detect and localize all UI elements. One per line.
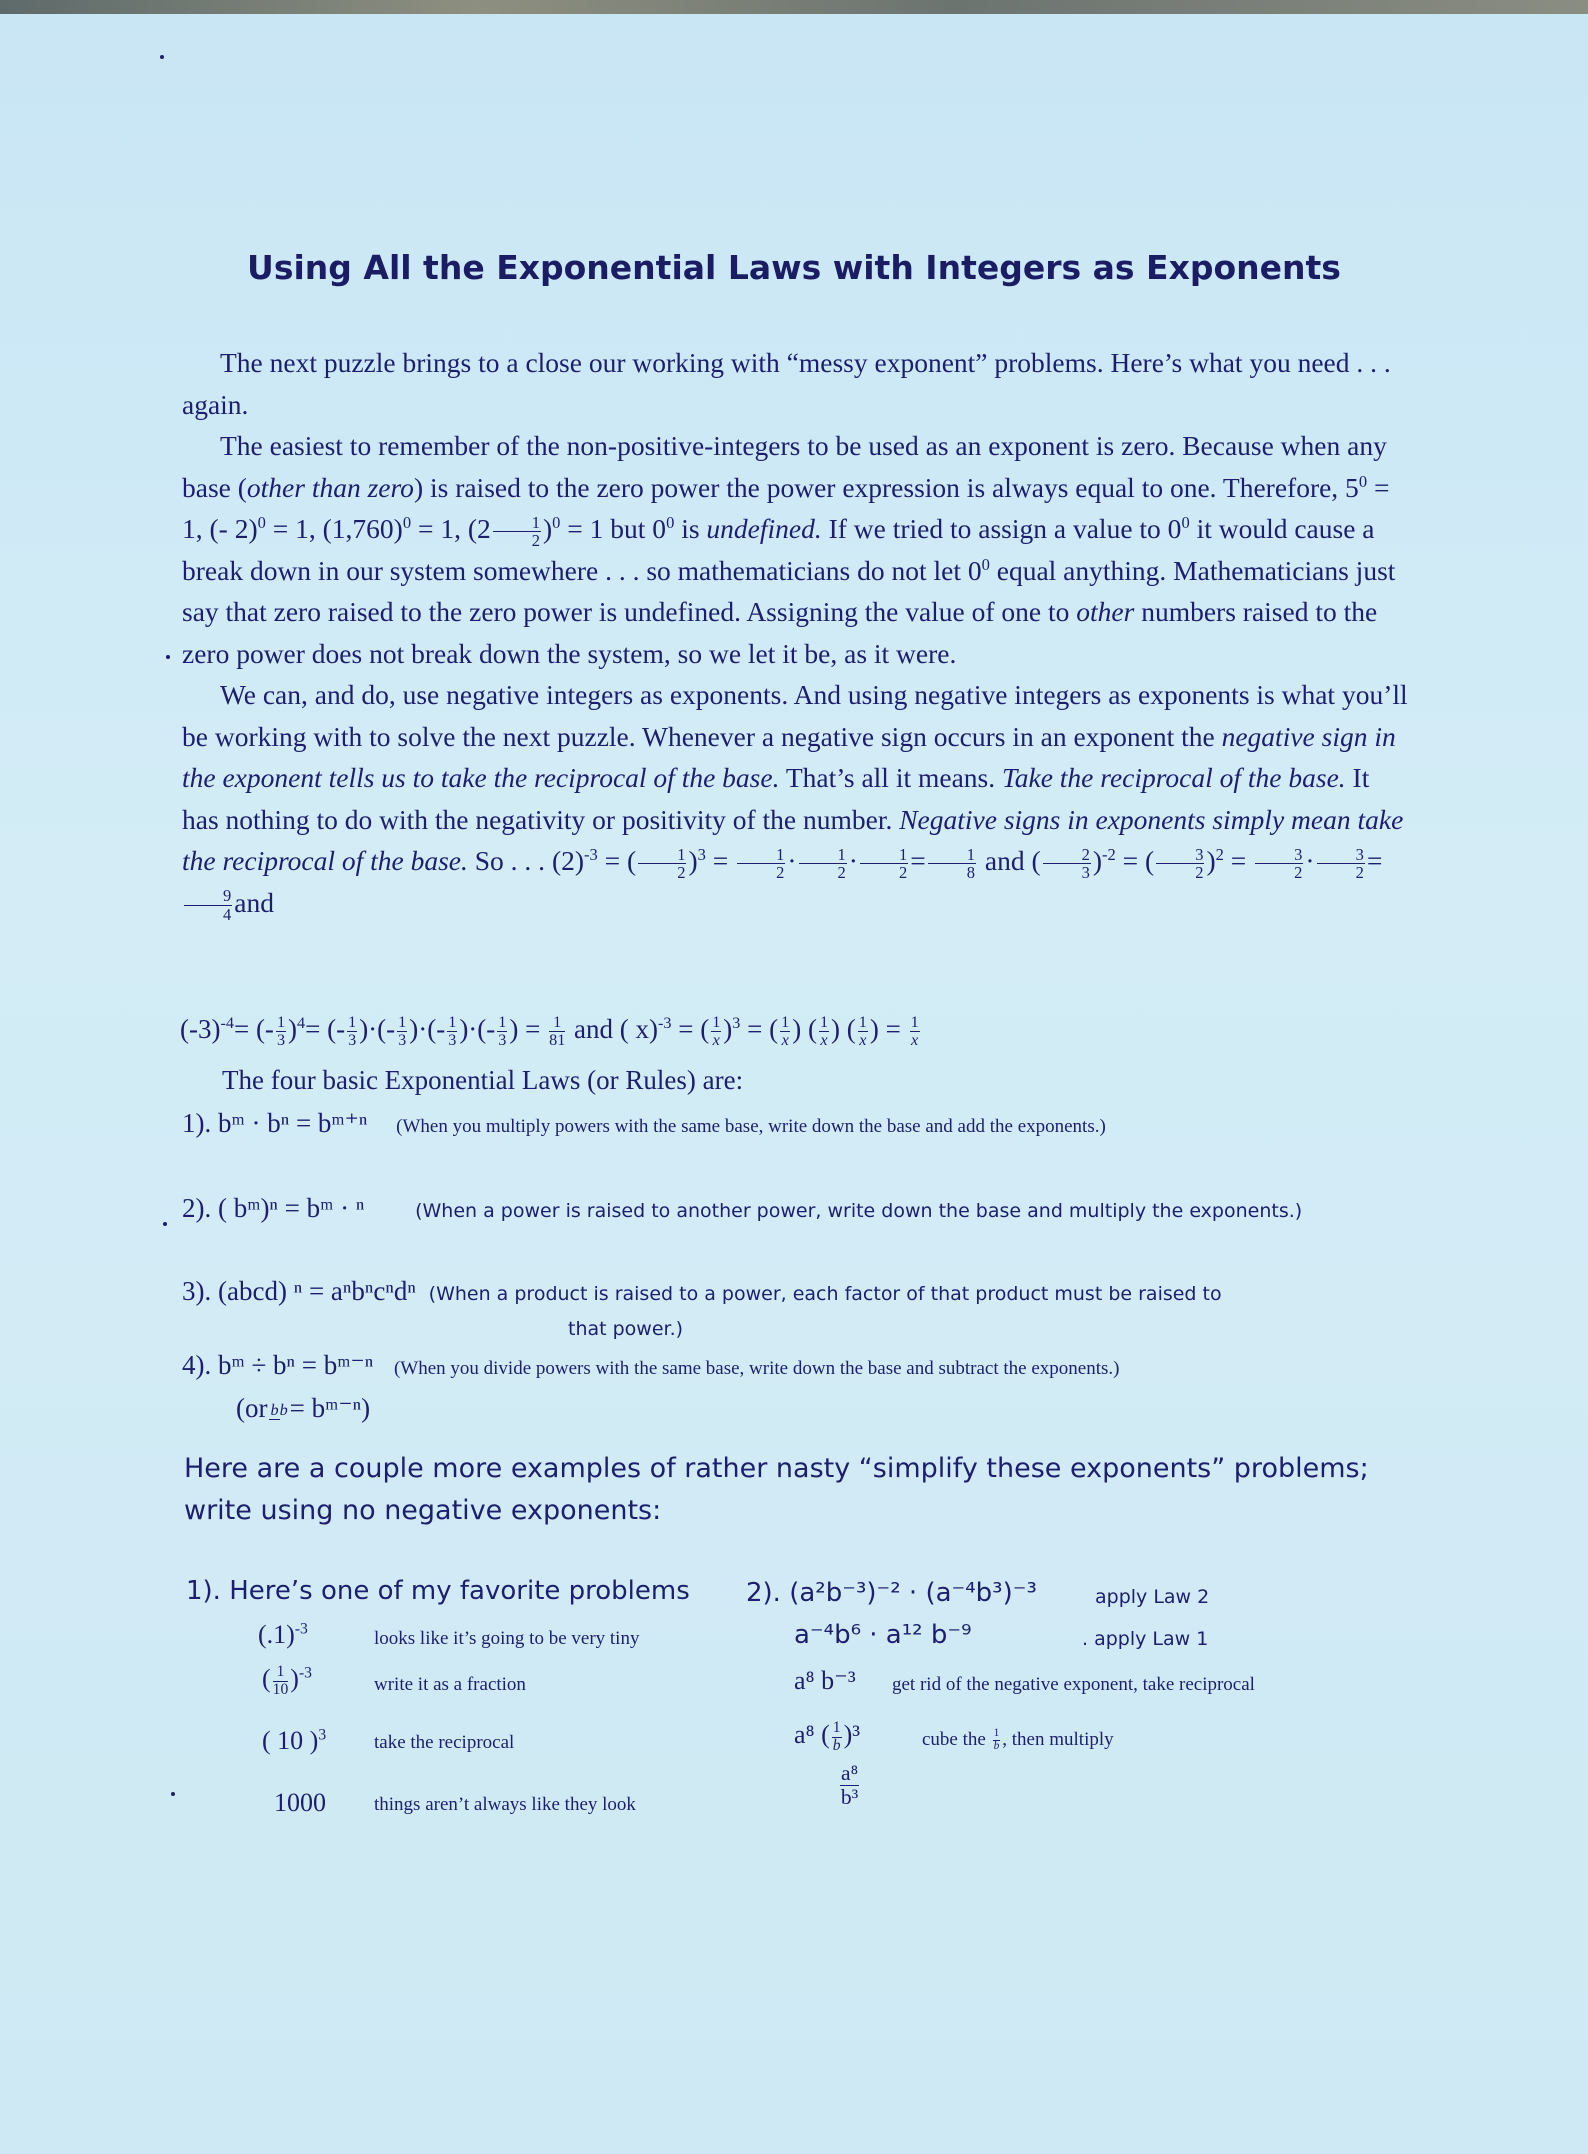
problem-2-heading: 2). (a²b⁻³)⁻² · (a⁻⁴b³)⁻³ bbox=[746, 1578, 1037, 1608]
problem-1-heading: 1). Here’s one of my favorite problems bbox=[186, 1576, 690, 1606]
problem-2-step-2-note: get rid of the negative exponent, take reciprocal bbox=[892, 1674, 1255, 1695]
law-3-note-continued: that power.) bbox=[568, 1318, 684, 1340]
speck bbox=[163, 1222, 167, 1226]
problem-1-step-3: ( 10 )$^3$ bbox=[262, 1726, 327, 1755]
speck bbox=[160, 55, 164, 59]
intro-text bbox=[182, 342, 1408, 923]
problem-2-step-1-note: . apply Law 1 bbox=[1082, 1628, 1209, 1650]
example-2: $(-3)^{-4}=$ (- $\frac{1}{3}$ )$^4$= (- $\frac{1}{3}$ )·(- $\frac{1}{3}$ )·(- $\frac{1}{3}$ )·(- $\frac{1}{3}$ ) = $\frac{1}{81}$ and ( x)$^{-3}$ = ( $\frac{1}{x})^3$ = ( $\frac{1}{x}$) ( $\frac{1}{x}$) ( $\frac{1}{x}$) = $\frac{1}{x}$ bbox=[180, 1013, 919, 1050]
law-1: 1). bᵐ · bⁿ = bᵐ⁺ⁿ (When you multiply powers with the same base, write down the base and add the exponents.) bbox=[182, 1108, 1106, 1138]
table-surface-edge bbox=[0, 0, 1588, 14]
page-title: Using All the Exponential Laws with Integers as Exponents bbox=[247, 248, 1341, 287]
problem-1-step-2: ( $\frac{1}{10}$ )$^{-3}$ bbox=[262, 1663, 312, 1698]
problem-1-step-1: $(.1)^{-3}$ bbox=[258, 1620, 308, 1649]
law-3: 3). (abcd) ⁿ = aⁿbⁿcⁿdⁿ (When a product is raised to a power, each factor of that product must be raised to bbox=[182, 1276, 1222, 1306]
law-4-alternate: (or bb= bᵐ⁻ⁿ) bbox=[236, 1393, 371, 1423]
problem-2-answer: $\frac{\text{a⁸}}{\text{b³}}$ bbox=[840, 1761, 859, 1809]
problem-1-step-1-note: looks like it’s going to be very tiny bbox=[374, 1628, 640, 1649]
law-4: 4). bᵐ ÷ bⁿ = bᵐ⁻ⁿ (When you divide powers with the same base, write down the base and subtract the exponents.) bbox=[182, 1350, 1120, 1380]
problem-2-step-2: a⁸ b⁻³ bbox=[794, 1666, 856, 1695]
speck bbox=[166, 655, 170, 659]
problem-1-step-2-note: write it as a fraction bbox=[374, 1674, 526, 1695]
problem-1-step-4: 1000 bbox=[274, 1788, 326, 1817]
problem-2-step-1: a⁻⁴b⁶ · a¹² b⁻⁹ bbox=[794, 1620, 972, 1650]
laws-intro: The four basic Exponential Laws (or Rules) are: bbox=[222, 1065, 744, 1095]
problem-2-step-3-note: cube the $\frac{1}{b}$ , then multiply bbox=[922, 1727, 1114, 1752]
example-1: $(2)^{-3}$ = ( $\frac{1}{2}$ )$^3$ = $\frac{1}{2}$ · $\frac{1}{2}$ · $\frac{1}{2}$ = $\frac{1}{8}$ and ( $\frac{2}{3}$ )$^{-2}$ = ( $\frac{3}{2}$ )$^2$ = $\frac{3}{2}$ · $\frac{3}{2}$ = $\frac{9}{4}$ and bbox=[182, 845, 1382, 918]
speck bbox=[171, 1792, 175, 1796]
problem-1-step-3-note: take the reciprocal bbox=[374, 1732, 515, 1753]
problem-2-step-3: a⁸ ( $\frac{1}{b})^3$ bbox=[794, 1719, 861, 1754]
intro-paragraph-2: The easiest to remember of the non-positive-integers to be used as an exponent is zero. Because when any base (other than zero) is raised to the zero power the power expression is always equal to one. Therefore, $5^0 = 1$, (- 2)$^0$ = 1, $(1,760)^0 = 1$, (2 $\frac{1}{2}$ )$^0$ = 1 but $0^0$ is undefined. If we tried to assign a value to $0^0$ it would cause a break down in our system somewhere . . . so mathematicians do not let $0^0$ equal anything. Mathematicians just say that zero raised to the zero power is undefined. Assigning the value of one to other numbers raised to the zero power does not break down the system, so we let it be, as it were. bbox=[182, 430, 1396, 669]
problem-2-heading-note: apply Law 2 bbox=[1095, 1586, 1210, 1608]
intro-paragraph-1: The next puzzle brings to a close our working with “messy exponent” problems. Here’s what you need . . . again. bbox=[182, 347, 1391, 420]
law-2: 2). ( bᵐ)ⁿ = bᵐ · ⁿ (When a power is raised to another power, write down the base and multiply the exponents.) bbox=[182, 1193, 1303, 1223]
examples-intro: Here are a couple more examples of rather nasty “simplify these exponents” problems; write using no negative exponents: bbox=[184, 1453, 1369, 1526]
problem-1-step-4-note: things aren’t always like they look bbox=[374, 1794, 636, 1815]
intro-paragraph-3: We can, and do, use negative integers as exponents. And using negative integers as exponents is what you’ll be working with to solve the next puzzle. Whenever a negative sign occurs in an exponent the negative sign in the exponent tells us to take the reciprocal of the base. That’s all it means. Take the reciprocal of the base. It has nothing to do with the negativity or positivity of the number. Negative signs in exponents simply mean take the reciprocal of the base. So . . . $(2)^{-3}$ = ( $\frac{1}{2}$ )$^3$ = $\frac{1}{2}$ · $\frac{1}{2}$ · $\frac{1}{2}$ = $\frac{1}{8}$ and ( $\frac{2}{3}$ )$^{-2}$ = ( $\frac{3}{2}$ )$^2$ = $\frac{3}{2}$ · $\frac{3}{2}$ = $\frac{9}{4}$ and bbox=[182, 679, 1408, 924]
one-half-fraction: $\frac{1}{2}$ bbox=[493, 514, 541, 550]
